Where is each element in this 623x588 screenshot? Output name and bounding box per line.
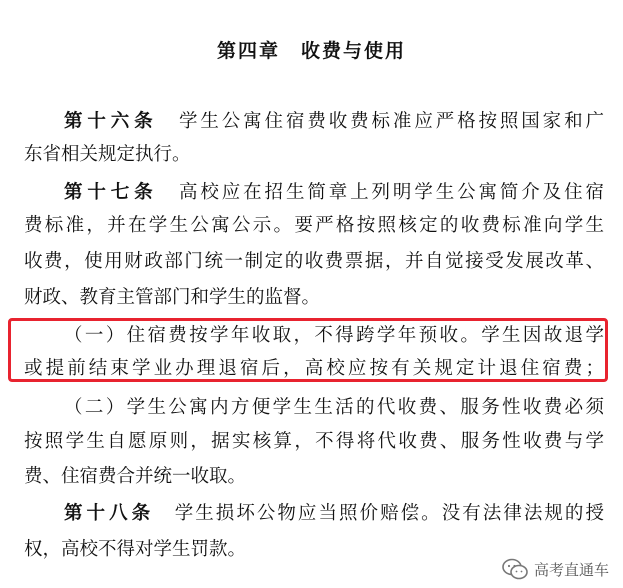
article-16-line-1: [24, 110, 604, 134]
article-17-line-1: [24, 181, 604, 205]
item-2-line-1: （二）学生公寓内方便学生生活的代收费、服务性收费必须: [64, 397, 604, 418]
article-17-label: 第十七条: [64, 182, 158, 203]
watermark: [502, 558, 609, 580]
article-17-line-3: 收费，使用财政部门统一制定的收费票据，并自觉接受发展改革、: [24, 251, 604, 272]
article-16-text: 学生公寓住宿费收费标准应严格按照国家和广: [178, 111, 604, 132]
article-16-line-2: 东省相关规定执行。: [24, 144, 191, 165]
article-17-line-2: 费标准，并在学生公寓公示。要严格按照核定的收费标准向学生: [24, 215, 604, 236]
item-2-line-3: 费、住宿费合并统一收取。: [24, 466, 247, 487]
item-1-line-2: 或提前结束学业办理退宿后，高校应按有关规定计退住宿费；: [24, 358, 604, 379]
watermark-text: 高考直通车: [533, 560, 609, 579]
article-18-line-2: 权，高校不得对学生罚款。: [24, 539, 247, 560]
article-17-text: 高校应在招生简章上列明学生公寓简介及住宿: [178, 182, 604, 203]
article-18-text: 学生损坏公物应当照价赔偿。没有法律法规的授: [174, 503, 604, 524]
chapter-title: 第四章 收费与使用: [216, 40, 406, 62]
article-18-line-1: [24, 502, 604, 526]
article-18-label: 第十八条: [64, 503, 155, 524]
article-16-label: 第十六条: [64, 111, 158, 132]
item-2-line-2: 按照学生自愿原则，据实核算，不得将代收费、服务性收费与学: [24, 431, 604, 452]
wechat-icon: [502, 558, 528, 580]
item-1-line-1: （一）住宿费按学年收取，不得跨学年预收。学生因故退学: [64, 325, 604, 346]
article-17-line-4: 财政、教育主管部门和学生的监督。: [24, 287, 321, 308]
